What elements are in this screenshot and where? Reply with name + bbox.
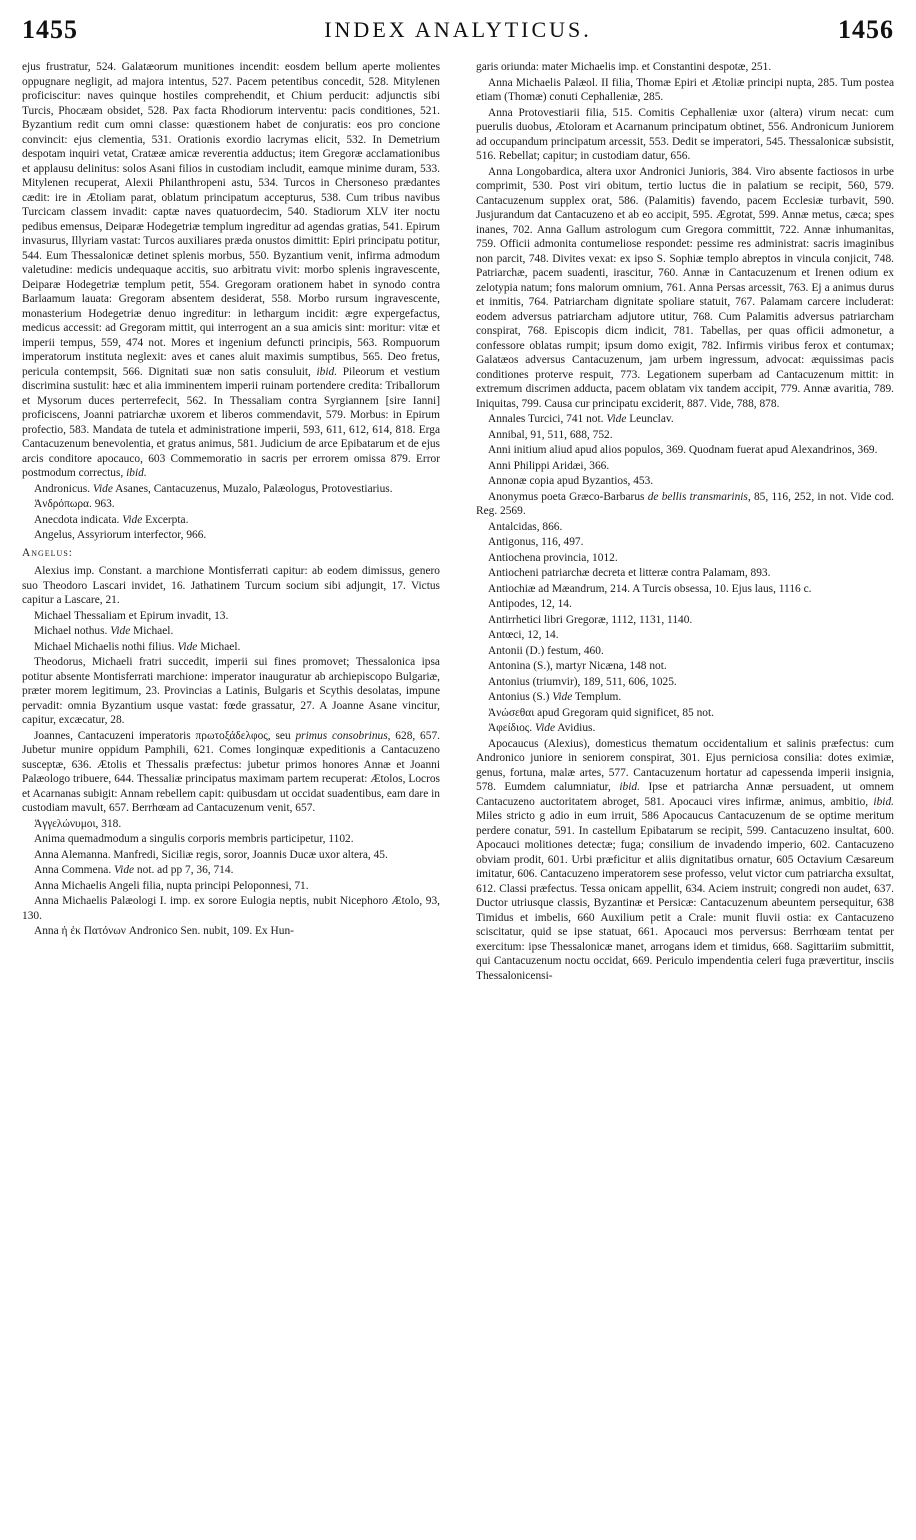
index-entry: Anna Michaelis Palæologi I. imp. ex sorore Eulogia neptis, nubit Nicephoro Ætolo, 93, 130. bbox=[22, 895, 440, 922]
index-entry: Theodorus, Michaeli fratri succedit, imperii sui fines promovet; Thessalonica ipsa potitur absente Montisferrati marchione: imperator inauguratur ab archiepiscopo Bulgariæ, præter morem legitimum, 23. Provincias a Latinis, Bulgaris et Scythis desolatas, impune pervadit: omnia Byzantium usque vastat: fœde grassatur, 27. A Joanne Asane vincitur, capitur, excæcatur, 28. bbox=[22, 656, 440, 726]
text-columns bbox=[22, 60, 894, 984]
index-entry: Antiocheni patriarchæ decreta et litteræ contra Palamam, 893. bbox=[488, 567, 771, 579]
index-entry: Angelus, Assyriorum interfector, 966. bbox=[34, 529, 207, 541]
index-entry: Anima quemadmodum a singulis corporis membris participetur, 1102. bbox=[34, 833, 354, 845]
index-entry: Anna ἡ ἐκ Πατόνων Andronico Sen. nubit, 109. Ex Hun- bbox=[34, 925, 294, 937]
index-entry: Joannes, Cantacuzeni imperatoris πρωτοξάδελφος, seu primus consobrinus, 628, 657. Jubetur munire oppidum Pamphili, 621. Comes longinquæ expeditionis a Cantacuzeno susceptæ, 636. Ætolis et Thessalis præfectus: jubetur primos honores Annæ et Joanni Palæologo tribuere, 644. Thessaliæ principatus maximam partem recuperat: Ætolos, Locros et Acarnanas subigit: Annam rebellem capit: quibusdam ut occidat suadentibus, eam dare in custodiam mavult, 657. Berrhœam ad Cantacuzenum venit, 657. bbox=[22, 729, 440, 814]
index-entry: Andronicus. Vide Asanes, Cantacuzenus, Muzalo, Palæologus, Protovestiarius. bbox=[34, 482, 393, 495]
index-entry: Antalcidas, 866. bbox=[488, 520, 563, 533]
index-entry: Annibal, 91, 511, 688, 752. bbox=[488, 428, 613, 441]
index-entry: Apocaucus (Alexius), domesticus thematum occidentalium et salinis præfectus: cum Andronico juniore in seniorem conspirat, 301. Ejus perniciosa consilia: dotes eximiæ, genus, fortuna, malæ artes, 577. Cantacuzenum hortatur ad capessenda imperii insignia, 578. Eumdem calumniatur, ibid. Ipse et patriarcha Annæ persuadent, ut omnem Cantacuzeno auctoritatem abroget, 581. Apocauci vires infirmæ, animus, ambitio, ibid. Miles stricto g adio in eum irruit, 586 Apocaucus Cantacuzenum de se optime meritum perdere conatur, 591. In castellum Epibatarum se recipit, 599. Cantacuzeno insultat, 600. Apocauci molitiones detectæ; fuga; consilium de invadendo imperio, 602. Cantacuzeno obviam prodit, 601. Urbi præficitur et aliis dignitatibus ornatur, 605 Octavium Cæsareum imitatur, 606. Cantacuzeno imperatorem sese professo, velut victor cum patriarcha exsultat, 612. Classi præfectus. Tessa onicam appellit, 634. Aciem instruit; congredi non audet, 637. Ductor utriusque classis, Byzantinæ et Persicæ: Cantacuzenum abeuntem persequitur, 638 Timidus et imbelis, 660 Auxilium petit a Crale: munit fluvii ostia: ex Cantacuzeno sciscitatur, quid se ipse statuat, 661. Apocauci mos perversus: Berrhœam tentat per exercitum: ipse Thessalonicæ manet, arrogans idem et timidus, 668. Sagittariim submittit, qui Cantacuzenum noctu occidat, 669. Periculo impendentia celeri fuga prævertitur, insciis Thessalonicensi- bbox=[476, 737, 894, 982]
index-entry: Michael Michaelis nothi filius. Vide Michael. bbox=[34, 640, 241, 653]
index-entry: Annonæ copia apud Byzantios, 453. bbox=[488, 475, 654, 487]
index-entry: Antonius (S.) Vide Templum. bbox=[488, 691, 622, 703]
index-entry: Alexius imp. Constant. a marchione Montisferrati capitur: ab eodem dimissus, genero suo Theodoro Lascari invidet, 16. Jathatinem Turcum socium sibi adjungit, 17. Victus capitur a Lascare, 21. bbox=[22, 565, 440, 606]
index-entry: Antiochena provincia, 1012. bbox=[488, 551, 618, 564]
left-column bbox=[22, 60, 440, 984]
index-entry: Antonina (S.), martyr Nicæna, 148 not. bbox=[488, 660, 667, 672]
right-column bbox=[476, 60, 894, 984]
running-title: INDEX ANALYTICUS. bbox=[324, 17, 592, 42]
index-entry: Antiochiæ ad Mæandrum, 214. A Turcis obsessa, 10. Ejus laus, 1116 c. bbox=[488, 582, 812, 595]
index-entry: Anecdota indicata. Vide Excerpta. bbox=[34, 513, 189, 526]
index-entry: Ἀφείδιος. Vide Avidius. bbox=[488, 722, 596, 734]
index-entry: Michael nothus. Vide Michael. bbox=[34, 625, 174, 637]
index-entry: Anna Protovestiarii filia, 515. Comitis Cephalleniæ uxor (altera) virum necat: cum puerulis duobus, Ætoloram et Acarnanum principatum obtinet, 556. Andronicum Juniorem ad occupandum principatum arcessit, 553. Dedit se imperatori, 545. Thessalonicæ subsistit, 516. Rebellat; capitur; in custodiam datur, 656. bbox=[476, 106, 894, 162]
index-entry: Anna Longobardica, altera uxor Andronici Junioris, 384. Viro absente factiosos in urbe comprimit, 530. Post viri obitum, tertio luctus die in palatium se recipit, 560, 579. Cantacuzenum supplex orat, 586. (Palamitis) favendo, pacem Ecclesiæ turbavit, 590. Jusjurandum dat Cantacuzeno et ab eo accipit, 595. Ægrotat, 599. Annæ metus, cæca; spes inanes, 702. Anna Gallum astrologum cum Gregora committit, 722. Annæ inhumanitas, 759. Officii admonita contumeliose respondet: pessime res administrat: sacris imaginibus non parcit, 748. Divites vexat: ex ipso S. Sophiæ templo abreptos in vincula conjicit, 748. Patriarchæ, pacem suadenti, irascitur, 760. Annæ in Cantacuzenum et Irenen odium ex zelotypia natum; fons malorum omnium, 761. Anna Persas arcessit, 763. Ej a animus durus et inmitis, 764. Patriarcham dignitate spoliare statuit, 767. Palamam carcere includerat: eodem adversus patriarcham adjutore utitur, 768. Cum Palamitis adversus patriarcham conspirat, 768. Episcopis dicm indicit, 781. Tabellas, per quas officii admonetur, a confessore oblatas rumpit; ipsum domo exigit, 782. Infirmis viribus ferox et contumax; Galatæos adversus Cantacuzenum, jam urbem ingressum, advocat: æquissimas pacis conditiones proterve respuit, 773. Legationem superbam ad Cantacuzenum mittit: in extremum discrimen adducta, pacem oblatam vix tandem accipit, 779. Annæ avaritia, 789. Iniquitas, 799. Causa cur principatu exciderit, 887. Vide, 788, 878. bbox=[476, 165, 894, 410]
index-entry: Ἀνδρόπωρα. 963. bbox=[34, 498, 115, 510]
index-entry: garis oriunda: mater Michaelis imp. et Constantini despotæ, 251. bbox=[476, 61, 772, 73]
index-entry: Antœci, 12, 14. bbox=[488, 629, 559, 641]
left-page-number: 1455 bbox=[22, 15, 78, 44]
index-entry: Michael Thessaliam et Epirum invadit, 13. bbox=[34, 609, 229, 622]
index-entry: Anni Philippi Aridæi, 366. bbox=[488, 459, 610, 472]
index-entry: Ἀνώσεθαι apud Gregoram quid significet, 85 not. bbox=[488, 706, 714, 719]
index-entry: Antonii (D.) festum, 460. bbox=[488, 644, 604, 657]
index-heading: Angelus: bbox=[22, 546, 73, 559]
index-entry: Anni initium aliud apud alios populos, 369. Quodnam fuerat apud Alexandrinos, 369. bbox=[488, 444, 878, 456]
index-entry: ejus frustratur, 524. Galatæorum munitiones incendit: eosdem bellum aperte molientes oppugnare negligit, ad majora intentus, 527. Pacem petentibus concedit, 528. Mitylenen proficiscitur: naves quinque hostiles comprehendit, et Chium perducit: adjunctis sibi Turcis, Phocæam obsidet, 528. Pax facta Rhodiorum interventu: pacis conditiones, 521. Byzantium redit cum omni classe: quæstionem habet de conjuratis: eos pro concione convincit: ejus clementia, 531. Orationis exordio lacrymas elicit, 532. In Demetrium despotam inquiri vetat, Cratææ amicæ reverentia adductus; item Gregoræ acclamationibus et applausu delinitus: solos Asani filios in custodiam includit, eamque minime duram, 533. Mitylenen recuperat, Alexii Philanthropeni astu, 534. Turcos in Chersoneso prædantes cædit: ire in Ætoliam parat, oblatum principatum accepturus, 538. Cum tribus navibus Turcicam classem invadit: captæ naves quatuordecim, 540. Stadiorum XLV iter noctu pedibus emensus, Deiparæ Hodegetriæ templum ingreditur ad agendas gratias, 541. Epirum invasurus, Illyriam vastat: Turcos auxiliares præda onustos dimittit: Epiri principatu potitur, 544. Eum Thessalonicæ detinet splenis morbus, 550. Byzantium venit, infirma admodum valetudine: medicis undequaque accitis, suo arbitratu vivit: morbo splenis ingravescente, Deiparæ Hodegetriæ templum petit, 554. Gregoram orationem habet in synodo contra Barlaamum lauata: Gregoram absentem desiderat, 558. Morbo rursum ingravescente, monasterium Hodegetriæ denuo ingreditur: in lethargum incidit: ægre expergefactus, medicus accessit: ad Gregoram mittit, qui interrogent an a sua amicis sint: moritur: vitæ et imperii tempus, 559, 474 not. Mores et ingenium defuncti principis, 563. Rompuorum imperatorum instituta neglexit: aves et canes aluit maximis sumptibus, 565. Deo fretus, pericula contempsit, 566. Dignitati suæ non satis consuluit, ibid. Pileorum et vestium discrimina sustulit: hæc et alia imminentem imperii ruinam portendere credita: Triballorum et Mysorum duces perterrefecit, 562. In Thessaliam contra Syrgiannem [sire Ianni] proficiscens, Joanni patriarchæ uxorem et liberos commendavit, 579. Morbus: in Epirum profectio, 583. Mandata de tutela et administratione imperii, 593, 611, 612, 614, 818. Erga Cantacuzenum benevolentia, et gratus animus, 581. Judicium de arce Epibatarum et de ejus arcis conditore apocauco, 603 Commemoratio in sacris per errorem omissa 879. Error postmodum correctus, ibid. bbox=[22, 61, 440, 479]
index-entry: Anna Michaelis Angeli filia, nupta principi Peloponnesi, 71. bbox=[34, 879, 309, 892]
index-entry: Antirrhetici libri Gregoræ, 1112, 1131, 1140. bbox=[488, 613, 693, 626]
index-entry: Antigonus, 116, 497. bbox=[488, 536, 584, 548]
index-entry: Anna Alemanna. Manfredi, Siciliæ regis, soror, Joannis Ducæ uxor altera, 45. bbox=[34, 848, 388, 861]
index-entry: Ἀγγελώνυμοι, 318. bbox=[34, 817, 122, 830]
index-entry: Anna Commena. Vide not. ad pp 7, 36, 714. bbox=[34, 864, 234, 876]
index-entry: Annales Turcici, 741 not. Vide Leunclav. bbox=[488, 413, 674, 425]
index-entry: Anonymus poeta Græco-Barbarus de bellis transmarinis, 85, 116, 252, in not. Vide cod. Reg. 2569. bbox=[476, 490, 894, 517]
index-entry: Anna Michaelis Palæol. II filia, Thomæ Epiri et Ætoliæ principi nupta, 285. Tum postea etiam (Thomæ) conuti Cephalleniæ, 285. bbox=[476, 76, 894, 103]
index-entry: Antipodes, 12, 14. bbox=[488, 598, 572, 610]
index-entry: Antonius (triumvir), 189, 511, 606, 1025. bbox=[488, 675, 677, 688]
page-header bbox=[22, 0, 894, 60]
right-page-number: 1456 bbox=[838, 15, 894, 44]
